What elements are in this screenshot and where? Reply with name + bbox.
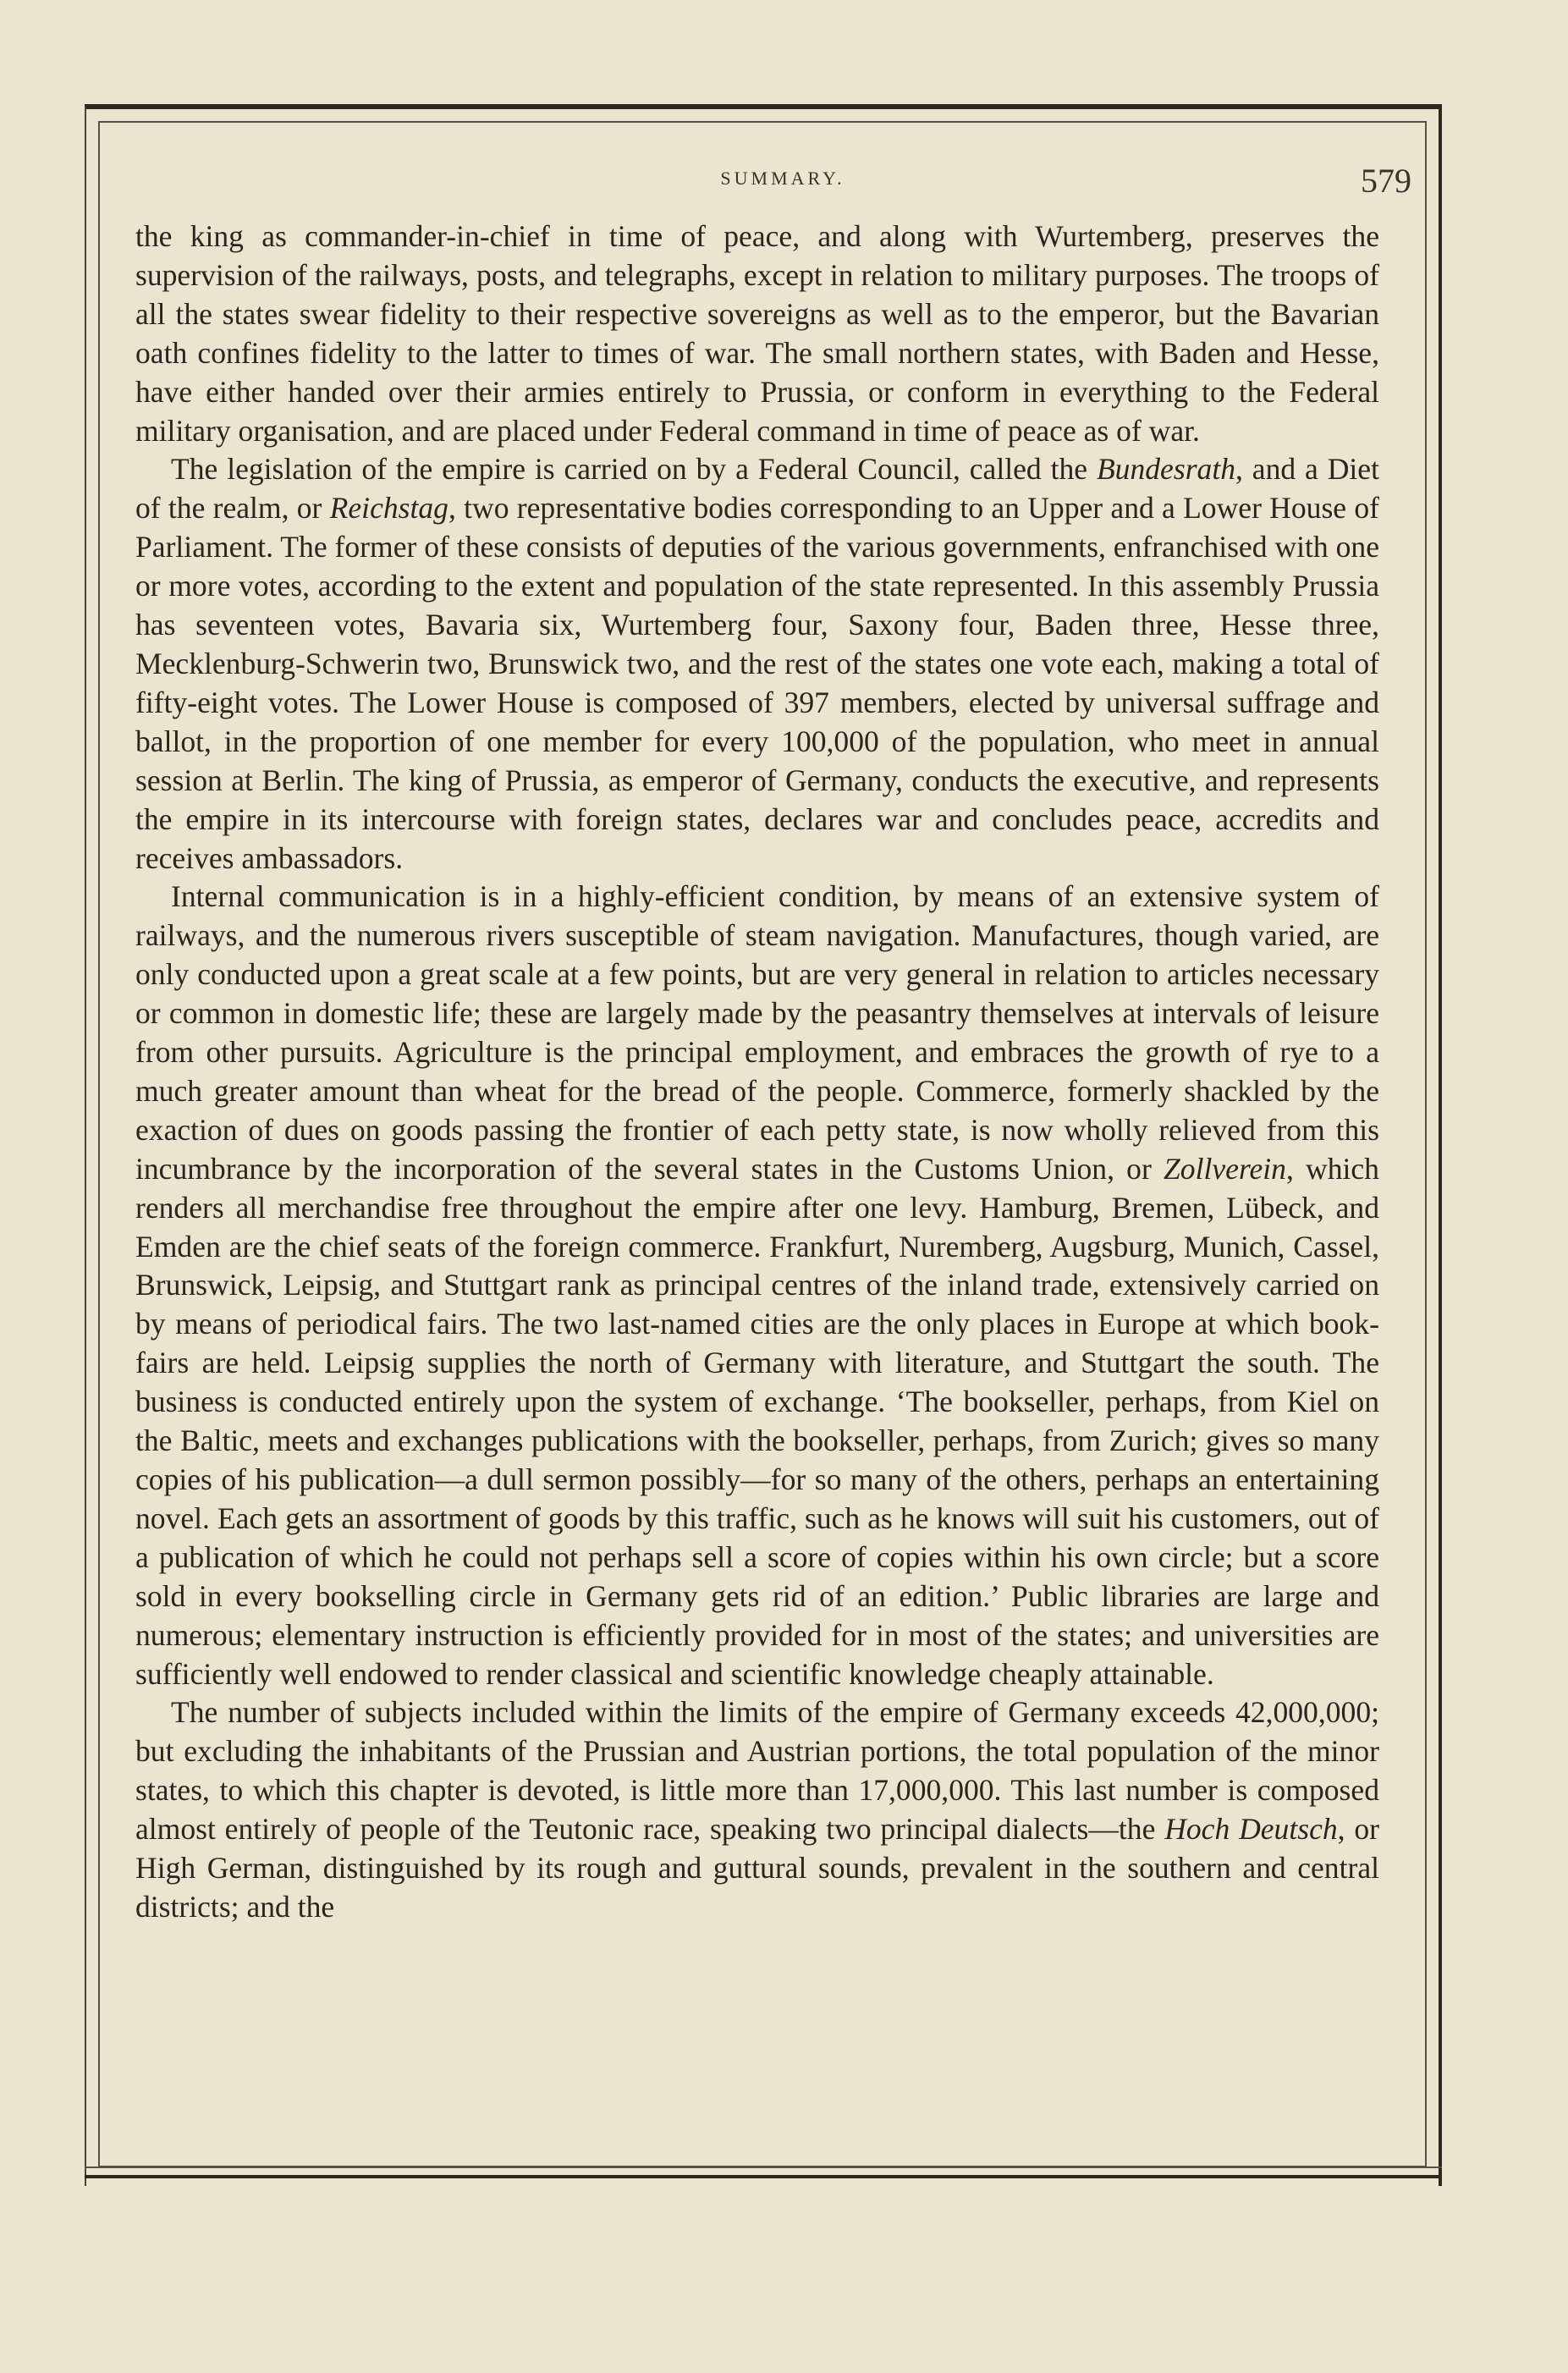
- paragraph-3-text-a: Internal communication is in a highly-efficient condition, by means of an extensive system of railways, and the numerous rivers susceptible of steam navigation. Manufactures, though varied, are only conducted upon a great scale at a few points, but are very general in relation to articles necessary or common in domestic life; these are largely made by the peasantry themselves at intervals of leisure from other pursuits. Agriculture is the principal employment, and embraces the growth of rye to a much greater amount than wheat for the bread of the people. Commerce, formerly shackled by the exaction of dues on goods passing the frontier of each petty state, is now wholly relieved from this incumbrance by the incorporation of the several states in the Customs Union, or: [135, 879, 1379, 1186]
- paragraph-1: [135, 217, 1379, 450]
- term-bundesrath: Bundesrath: [1096, 452, 1235, 487]
- term-reichstag: Reichstag: [329, 491, 448, 526]
- paragraph-2-text-e: , two representative bodies corresponding to an Upper and a Lower House of Parliament. The former of these consists of deputies of the various governments, enfranchised with one or more votes, according to the extent and population of the state represented. In this assembly Prussia has seventeen votes, Bavaria six, Wurtemberg four, Saxony four, Baden three, Hesse three, Mecklenburg-Schwerin two, Brunswick two, and the rest of the states one vote each, making a total of fifty-eight votes. The Lower House is composed of 397 members, elected by universal suffrage and ballot, in the proportion of one member for every 100,000 of the population, who meet in annual session at Berlin. The king of Prussia, as emperor of Germany, conducts the executive, and represents the empire in its intercourse with foreign states, declares war and concludes peace, accredits and receives ambassadors.: [135, 491, 1379, 875]
- paragraph-4: [135, 1693, 1379, 1926]
- paragraph-1-text: the king as commander-in-chief in time of peace, and along with Wurtemberg, preserves the supervision of the railways, posts, and telegraphs, except in relation to military purposes. The troops of all the states swear fidelity to their respective sovereigns as well as to the emperor, but the Bavarian oath confines fidelity to the latter to times of war. The small northern states, with Baden and Hesse, have either handed over their armies entirely to Prussia, or conform in everything to the Federal military organisation, and are placed under Federal command in time of peace as of war.: [135, 219, 1379, 448]
- paragraph-2: [135, 450, 1379, 878]
- paragraph-2-text-a: The legislation of the empire is carried on by a Federal Council, called the: [171, 452, 1097, 487]
- page-number: 579: [1361, 162, 1411, 200]
- term-zollverein: Zollverein: [1164, 1151, 1286, 1186]
- paragraph-3-text-c: , which renders all merchandise free throughout the empire after one levy. Hamburg, Bremen, Lübeck, and Emden are the chief seats of the foreign commerce. Frankfurt, Nuremberg, Augsburg, Munich, Cassel, Brunswick, Leipsig, and Stuttgart rank as principal centres of the inland trade, extensively carried on by means of periodical fairs. The two last-named cities are the only places in Europe at which book-fairs are held. Leipsig supplies the north of Germany with literature, and Stuttgart the south. The business is conducted entirely upon the system of exchange. ‘The bookseller, perhaps, from Kiel on the Baltic, meets and exchanges publications with the bookseller, perhaps, from Zurich; gives so many copies of his publication—a dull sermon possibly—for so many of the others, perhaps an entertaining novel. Each gets an assortment of goods by this traffic, such as he knows will suit his customers, out of a publication of which he could not perhaps sell a score of copies within his own circle; but a score sold in every bookselling circle in Germany gets rid of an edition.’ Public libraries are large and numerous; elementary instruction is efficiently provided for in most of the states; and universities are sufficiently well endowed to render classical and scientific knowledge cheaply attainable.: [135, 1151, 1379, 1691]
- paragraph-4-text-a: The number of subjects included within the limits of the empire of Germany exceeds 42,000,000; but excluding the inhabitants of the Prussian and Austrian portions, the total population of the minor states, to which this chapter is devoted, is little more than 17,000,000. This last number is composed almost entirely of people of the Teutonic race, speaking two principal dialects—the: [135, 1695, 1379, 1847]
- paragraph-3: [135, 878, 1379, 1693]
- body-text: [135, 217, 1379, 1927]
- running-title: SUMMARY.: [720, 168, 845, 189]
- bottom-rule: [85, 2167, 1442, 2178]
- paragraph-2-text-c: , and a Diet of the realm, or: [135, 452, 1379, 526]
- paragraph-4-text-c: , or High German, distinguished by its rough and guttural sounds, prevalent in the southern and central districts; and the: [135, 1812, 1379, 1924]
- running-head: [135, 161, 1430, 203]
- term-hoch-deutsch: Hoch Deutsch: [1164, 1812, 1338, 1847]
